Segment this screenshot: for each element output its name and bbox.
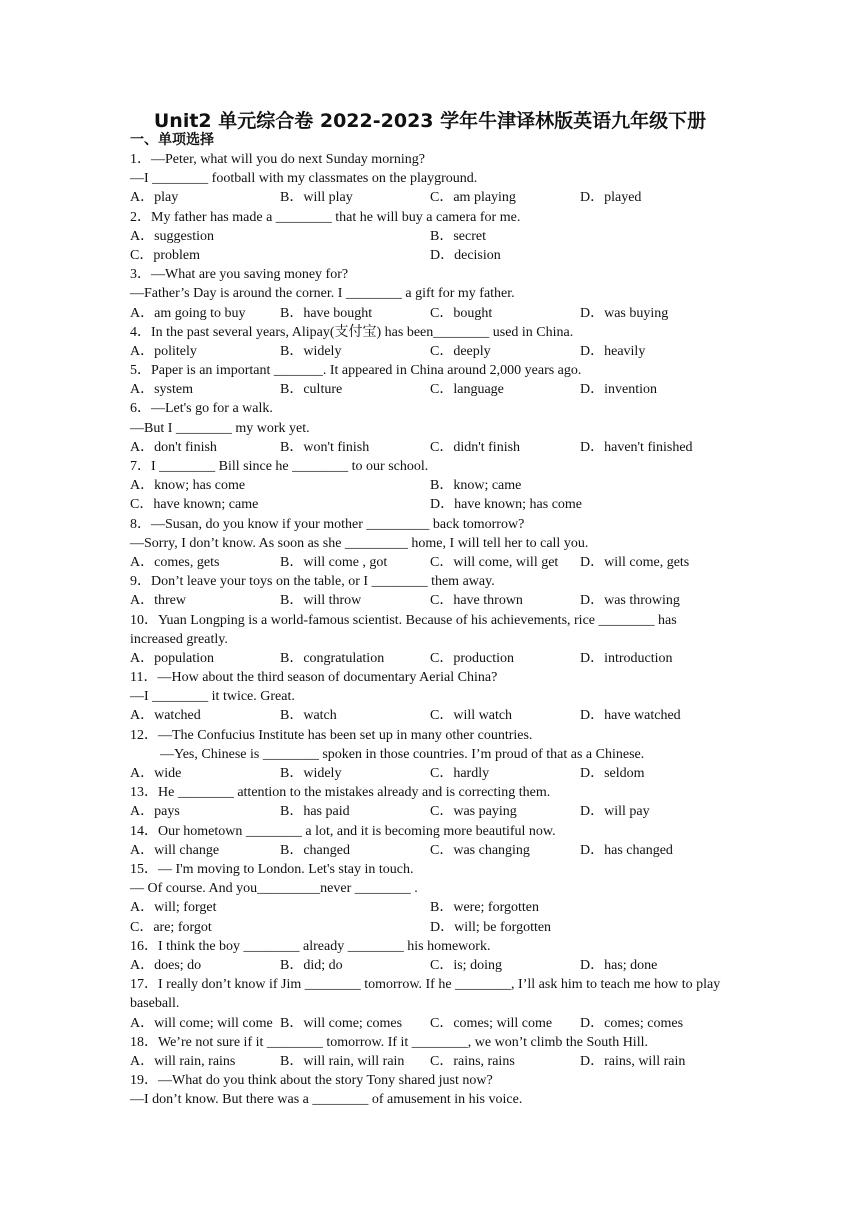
options-row xyxy=(130,1014,730,1033)
answer-option: A．don't finish xyxy=(130,439,217,455)
answer-option: A．know; has come xyxy=(130,478,246,494)
answer-option: A．watched xyxy=(130,708,201,724)
answer-option: C．will watch xyxy=(430,708,513,724)
answer-option: D．rains, will rain xyxy=(580,1053,686,1069)
answer-option: D．will pay xyxy=(580,804,650,820)
question-list xyxy=(130,131,730,1109)
answer-option: A．does; do xyxy=(130,957,202,973)
options-row xyxy=(130,342,730,361)
question-dialogue-line: —Yes, Chinese is ________ spoken in those countries. I’m proud of that as a Chinese. xyxy=(160,746,645,762)
answer-option: D．have known; has come xyxy=(430,497,583,513)
question-dialogue-line: —I ________ football with my classmates on the playground. xyxy=(130,171,478,187)
answer-option: C．was paying xyxy=(430,804,517,820)
answer-option: D．haven't finished xyxy=(580,439,693,455)
question-item xyxy=(130,1071,730,1109)
question-stem: 8．—Susan, do you know if your mother _________ back tomorrow? xyxy=(130,516,525,532)
options-row xyxy=(130,918,730,937)
answer-option: B．widely xyxy=(280,343,342,359)
options-row xyxy=(130,802,730,821)
options-row xyxy=(130,706,730,725)
options-row xyxy=(130,438,730,457)
answer-option: C．have known; came xyxy=(130,497,259,513)
answer-option: D．has; done xyxy=(580,957,658,973)
question-dialogue-line: —But I ________ my work yet. xyxy=(130,420,310,436)
answer-option: C．will come, will get xyxy=(430,554,559,570)
question-stem: 6．—Let's go for a walk. xyxy=(130,401,273,417)
answer-option: B．secret xyxy=(430,228,486,244)
question-item xyxy=(130,975,730,1033)
options-row xyxy=(130,764,730,783)
answer-option: D．have watched xyxy=(580,708,681,724)
options-row xyxy=(130,553,730,572)
answer-option: C．have thrown xyxy=(430,593,523,609)
answer-option: D．was throwing xyxy=(580,593,680,609)
options-row xyxy=(130,898,730,917)
answer-option: A．will come; will come xyxy=(130,1015,273,1031)
question-dialogue-line: —I don’t know. But there was a ________ of amusement in his voice. xyxy=(130,1092,523,1108)
question-item xyxy=(130,783,730,821)
question-stem: 1．—Peter, what will you do next Sunday morning? xyxy=(130,152,425,167)
question-stem: 2．My father has made a ________ that he will buy a camera for me. xyxy=(130,209,521,225)
options-row xyxy=(130,246,730,265)
question-stem: 14．Our hometown ________ a lot, and it is becoming more beautiful now. xyxy=(130,823,556,839)
answer-option: D．will; be forgotten xyxy=(430,919,552,935)
answer-option: D．invention xyxy=(580,382,657,398)
answer-option: B．will throw xyxy=(280,593,362,609)
answer-option: A．threw xyxy=(130,593,186,609)
question-item xyxy=(130,150,730,208)
options-row xyxy=(130,1052,730,1071)
answer-option: B．will come , got xyxy=(280,554,388,570)
answer-option: A．am going to buy xyxy=(130,305,246,321)
answer-option: D．has changed xyxy=(580,842,673,858)
answer-option: C．comes; will come xyxy=(430,1015,553,1031)
answer-option: B．changed xyxy=(280,842,350,858)
answer-option: C．are; forgot xyxy=(130,919,212,935)
answer-option: D．comes; comes xyxy=(580,1015,684,1031)
question-dialogue-line: — Of course. And you_________never ________ . xyxy=(130,881,418,897)
question-stem: 15．— I'm moving to London. Let's stay in touch. xyxy=(130,861,414,877)
answer-option: B．have bought xyxy=(280,305,373,321)
answer-option: D．was buying xyxy=(580,305,669,321)
answer-option: B．did; do xyxy=(280,957,343,973)
answer-option: C．bought xyxy=(430,305,493,321)
question-stem: 12．—The Confucius Institute has been set up in many other countries. xyxy=(130,727,533,743)
question-stem: 7．I ________ Bill since he ________ to our school. xyxy=(130,459,429,474)
answer-option: A．play xyxy=(130,190,179,206)
options-row xyxy=(130,188,730,207)
options-row xyxy=(130,380,730,399)
answer-option: D．played xyxy=(580,190,642,206)
answer-option: B．watch xyxy=(280,708,337,724)
question-item xyxy=(130,937,730,975)
answer-option: C．hardly xyxy=(430,766,490,782)
answer-option: C．deeply xyxy=(430,343,491,359)
question-stem: 5．Paper is an important _______. It appeared in China around 2,000 years ago. xyxy=(130,363,582,379)
answer-option: C．am playing xyxy=(430,190,516,206)
answer-option: A．suggestion xyxy=(130,228,214,244)
question-stem: 17．I really don’t know if Jim ________ tomorrow. If he ________, I’ll ask him to teach me how to play baseball. xyxy=(130,977,721,1012)
question-item xyxy=(130,572,730,610)
answer-option: A．wide xyxy=(130,766,182,782)
question-stem: 10．Yuan Longping is a world-famous scientist. Because of his achievements, rice ________ has increased greatly. xyxy=(130,612,677,647)
answer-option: A．pays xyxy=(130,804,180,820)
answer-option: B．were; forgotten xyxy=(430,900,539,916)
question-item xyxy=(130,515,730,573)
question-stem: 16．I think the boy ________ already ________ his homework. xyxy=(130,938,491,954)
options-row xyxy=(130,227,730,246)
answer-option: B．has paid xyxy=(280,804,350,820)
answer-option: C．production xyxy=(430,650,514,666)
question-item xyxy=(130,611,730,669)
answer-option: B．congratulation xyxy=(280,650,385,666)
question-item xyxy=(130,361,730,399)
answer-option: A．system xyxy=(130,382,193,398)
options-row xyxy=(130,304,730,323)
question-item xyxy=(130,265,730,323)
answer-option: C．didn't finish xyxy=(430,439,521,455)
answer-option: D．heavily xyxy=(580,343,646,359)
answer-option: B．won't finish xyxy=(280,439,370,455)
question-item xyxy=(130,822,730,860)
answer-option: B．culture xyxy=(280,382,343,398)
answer-option: C．rains, rains xyxy=(430,1053,515,1069)
question-stem: 4．In the past several years, Alipay(支付宝) has been________ used in China. xyxy=(130,324,574,340)
answer-option: A．comes, gets xyxy=(130,554,220,570)
question-dialogue-line: —Father’s Day is around the corner. I ________ a gift for my father. xyxy=(130,286,515,302)
question-item xyxy=(130,668,730,726)
question-item xyxy=(130,1033,730,1071)
question-item xyxy=(130,726,730,784)
question-stem: 19．—What do you think about the story Tony shared just now? xyxy=(130,1073,493,1089)
question-item xyxy=(130,399,730,457)
question-item xyxy=(130,457,730,515)
question-dialogue-line: —Sorry, I don’t know. As soon as she _________ home, I will tell her to call you. xyxy=(130,535,589,551)
answer-option: D．will come, gets xyxy=(580,554,690,570)
answer-option: B．widely xyxy=(280,766,342,782)
answer-option: C．language xyxy=(430,382,504,398)
document-title: Unit2 单元综合卷 2022-2023 学年牛津译林版英语九年级下册 xyxy=(153,110,707,132)
options-row xyxy=(130,956,730,975)
options-row xyxy=(130,841,730,860)
question-stem: 18．We’re not sure if it ________ tomorrow. If it ________, we won’t climb the South Hill. xyxy=(130,1034,648,1050)
question-stem: 3．—What are you saving money for? xyxy=(130,267,349,283)
answer-option: B．know; came xyxy=(430,478,522,494)
options-row xyxy=(130,495,730,514)
section-heading: 一、单项选择 xyxy=(130,132,214,148)
answer-option: A．will rain, rains xyxy=(130,1053,236,1069)
question-stem: 9．Don’t leave your toys on the table, or I ________ them away. xyxy=(130,574,495,590)
answer-option: B．will rain, will rain xyxy=(280,1053,405,1069)
answer-option: D．introduction xyxy=(580,650,673,666)
answer-option: A．politely xyxy=(130,343,197,359)
answer-option: B．will play xyxy=(280,190,353,206)
question-stem: 11．—How about the third season of documentary Aerial China? xyxy=(130,670,498,686)
answer-option: D．decision xyxy=(430,247,501,263)
answer-option: C．problem xyxy=(130,247,200,263)
answer-option: B．will come; comes xyxy=(280,1015,403,1031)
answer-option: C．was changing xyxy=(430,842,530,858)
question-dialogue-line: —I ________ it twice. Great. xyxy=(130,689,295,705)
question-item xyxy=(130,860,730,937)
question-item xyxy=(130,323,730,361)
options-row xyxy=(130,649,730,668)
options-row xyxy=(130,476,730,495)
question-stem: 13．He ________ attention to the mistakes already and is correcting them. xyxy=(130,785,551,801)
answer-option: A．will change xyxy=(130,842,220,858)
answer-option: A．population xyxy=(130,650,214,666)
answer-option: C．is; doing xyxy=(430,957,502,973)
answer-option: A．will; forget xyxy=(130,900,217,916)
question-item xyxy=(130,208,730,266)
answer-option: D．seldom xyxy=(580,766,645,782)
options-row xyxy=(130,591,730,610)
